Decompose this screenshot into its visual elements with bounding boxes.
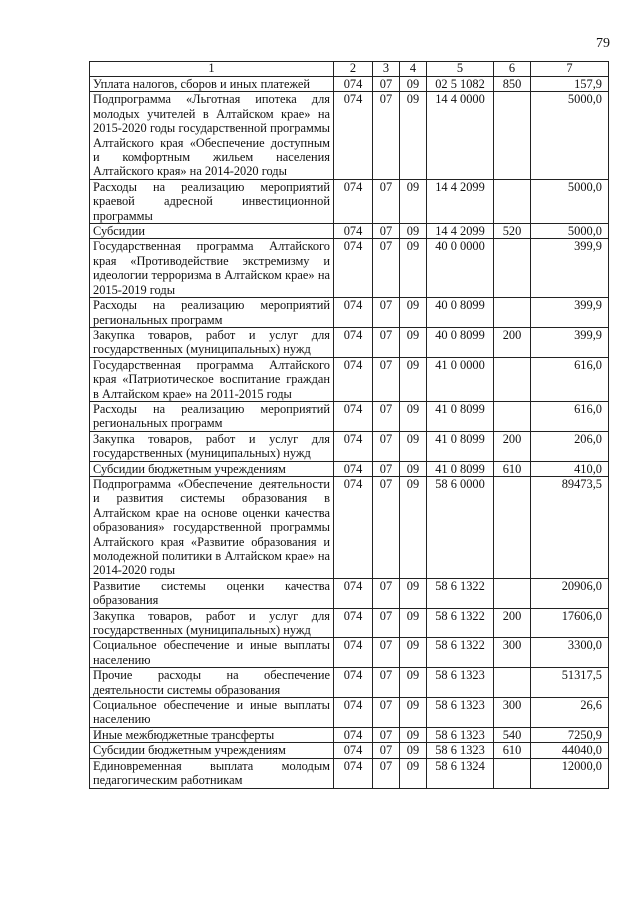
- amount-cell: 7250,9: [531, 727, 609, 742]
- ministry-code-cell: 074: [334, 743, 373, 758]
- amount-cell: 5000,0: [531, 179, 609, 223]
- expense-type-cell: [494, 298, 531, 328]
- section-code-cell: 07: [373, 298, 400, 328]
- ministry-code-cell: 074: [334, 239, 373, 298]
- subsection-code-cell: 09: [400, 298, 427, 328]
- ministry-code-cell: 074: [334, 357, 373, 401]
- amount-cell: 3300,0: [531, 638, 609, 668]
- table-row: [90, 298, 609, 328]
- target-article-cell: 40 0 0000: [427, 239, 494, 298]
- section-code-cell: 07: [373, 357, 400, 401]
- expense-type-cell: 300: [494, 638, 531, 668]
- column-header: 5: [427, 62, 494, 77]
- row-name-cell: Субсидии бюджетным учреждениям: [90, 743, 334, 758]
- expense-type-cell: [494, 239, 531, 298]
- amount-cell: 616,0: [531, 357, 609, 401]
- amount-cell: 616,0: [531, 401, 609, 431]
- expense-type-cell: [494, 179, 531, 223]
- section-code-cell: 07: [373, 578, 400, 608]
- expense-type-cell: [494, 476, 531, 578]
- row-name-cell: Социальное обеспечение и иные выплаты населению: [90, 638, 334, 668]
- table-row: [90, 743, 609, 758]
- expense-type-cell: 540: [494, 727, 531, 742]
- target-article-cell: 41 0 8099: [427, 461, 494, 476]
- amount-cell: 5000,0: [531, 92, 609, 179]
- target-article-cell: 58 6 1323: [427, 698, 494, 728]
- target-article-cell: 02 5 1082: [427, 77, 494, 92]
- amount-cell: 26,6: [531, 698, 609, 728]
- expense-type-cell: [494, 357, 531, 401]
- expense-type-cell: 200: [494, 608, 531, 638]
- ministry-code-cell: 074: [334, 608, 373, 638]
- ministry-code-cell: 074: [334, 179, 373, 223]
- subsection-code-cell: 09: [400, 179, 427, 223]
- table-row: [90, 578, 609, 608]
- ministry-code-cell: 074: [334, 476, 373, 578]
- amount-cell: 399,9: [531, 327, 609, 357]
- column-header: 6: [494, 62, 531, 77]
- ministry-code-cell: 074: [334, 298, 373, 328]
- table-body: [90, 77, 609, 789]
- table-row: [90, 668, 609, 698]
- target-article-cell: 58 6 1322: [427, 578, 494, 608]
- column-header: 3: [373, 62, 400, 77]
- section-code-cell: 07: [373, 239, 400, 298]
- subsection-code-cell: 09: [400, 357, 427, 401]
- table-row: [90, 77, 609, 92]
- subsection-code-cell: 09: [400, 668, 427, 698]
- amount-cell: 12000,0: [531, 758, 609, 788]
- subsection-code-cell: 09: [400, 327, 427, 357]
- expense-type-cell: 300: [494, 698, 531, 728]
- subsection-code-cell: 09: [400, 461, 427, 476]
- section-code-cell: 07: [373, 92, 400, 179]
- target-article-cell: 41 0 8099: [427, 401, 494, 431]
- row-name-cell: Прочие расходы на обеспечение деятельности системы образования: [90, 668, 334, 698]
- table-row: [90, 179, 609, 223]
- target-article-cell: 58 6 1322: [427, 638, 494, 668]
- table-row: [90, 431, 609, 461]
- section-code-cell: 07: [373, 461, 400, 476]
- table-row: [90, 461, 609, 476]
- section-code-cell: 07: [373, 401, 400, 431]
- ministry-code-cell: 074: [334, 92, 373, 179]
- table-row: [90, 401, 609, 431]
- subsection-code-cell: 09: [400, 743, 427, 758]
- table-row: [90, 224, 609, 239]
- section-code-cell: 07: [373, 608, 400, 638]
- ministry-code-cell: 074: [334, 727, 373, 742]
- target-article-cell: 41 0 0000: [427, 357, 494, 401]
- section-code-cell: 07: [373, 179, 400, 223]
- ministry-code-cell: 074: [334, 431, 373, 461]
- table-row: [90, 327, 609, 357]
- row-name-cell: Уплата налогов, сборов и иных платежей: [90, 77, 334, 92]
- ministry-code-cell: 074: [334, 698, 373, 728]
- target-article-cell: 58 6 1322: [427, 608, 494, 638]
- row-name-cell: Субсидии: [90, 224, 334, 239]
- table-row: [90, 698, 609, 728]
- row-name-cell: Подпрограмма «Льготная ипотека для молодых учителей в Алтайском крае» на 2015-2020 годы государственной программы Алтайского края «Обеспечение доступным и комфортным жильем населения Алтайского края» на 2014-2020 годы: [90, 92, 334, 179]
- table-row: [90, 638, 609, 668]
- expense-type-cell: 610: [494, 743, 531, 758]
- target-article-cell: 58 6 0000: [427, 476, 494, 578]
- amount-cell: 206,0: [531, 431, 609, 461]
- subsection-code-cell: 09: [400, 92, 427, 179]
- section-code-cell: 07: [373, 698, 400, 728]
- ministry-code-cell: 074: [334, 224, 373, 239]
- section-code-cell: 07: [373, 77, 400, 92]
- amount-cell: 51317,5: [531, 668, 609, 698]
- subsection-code-cell: 09: [400, 224, 427, 239]
- target-article-cell: 40 0 8099: [427, 298, 494, 328]
- ministry-code-cell: 074: [334, 327, 373, 357]
- table-header-row: [90, 62, 609, 77]
- table-row: [90, 476, 609, 578]
- section-code-cell: 07: [373, 758, 400, 788]
- row-name-cell: Подпрограмма «Обеспечение деятельности и развития системы образования в Алтайском крае на основе оценки качества образования» государственной программы Алтайского края «Развитие образования и молодежной политики в Алтайском крае» на 2014-2020 годы: [90, 476, 334, 578]
- ministry-code-cell: 074: [334, 401, 373, 431]
- section-code-cell: 07: [373, 638, 400, 668]
- section-code-cell: 07: [373, 327, 400, 357]
- expense-type-cell: 610: [494, 461, 531, 476]
- subsection-code-cell: 09: [400, 401, 427, 431]
- expense-type-cell: 200: [494, 327, 531, 357]
- row-name-cell: Закупка товаров, работ и услуг для государственных (муниципальных) нужд: [90, 327, 334, 357]
- table-row: [90, 357, 609, 401]
- amount-cell: 5000,0: [531, 224, 609, 239]
- ministry-code-cell: 074: [334, 668, 373, 698]
- subsection-code-cell: 09: [400, 578, 427, 608]
- expense-type-cell: 520: [494, 224, 531, 239]
- subsection-code-cell: 09: [400, 727, 427, 742]
- column-header: 1: [90, 62, 334, 77]
- column-header: 7: [531, 62, 609, 77]
- amount-cell: 44040,0: [531, 743, 609, 758]
- row-name-cell: Государственная программа Алтайского края «Противодействие экстремизму и идеологии терроризма в Алтайском крае» на 2015-2019 годы: [90, 239, 334, 298]
- table-row: [90, 727, 609, 742]
- subsection-code-cell: 09: [400, 638, 427, 668]
- amount-cell: 410,0: [531, 461, 609, 476]
- target-article-cell: 14 4 2099: [427, 179, 494, 223]
- subsection-code-cell: 09: [400, 476, 427, 578]
- expense-type-cell: 200: [494, 431, 531, 461]
- expense-type-cell: [494, 758, 531, 788]
- table-row: [90, 608, 609, 638]
- ministry-code-cell: 074: [334, 578, 373, 608]
- amount-cell: 20906,0: [531, 578, 609, 608]
- target-article-cell: 14 4 0000: [427, 92, 494, 179]
- row-name-cell: Субсидии бюджетным учреждениям: [90, 461, 334, 476]
- row-name-cell: Социальное обеспечение и иные выплаты населению: [90, 698, 334, 728]
- column-header: 2: [334, 62, 373, 77]
- row-name-cell: Развитие системы оценки качества образования: [90, 578, 334, 608]
- table-row: [90, 758, 609, 788]
- section-code-cell: 07: [373, 224, 400, 239]
- section-code-cell: 07: [373, 476, 400, 578]
- section-code-cell: 07: [373, 668, 400, 698]
- expense-type-cell: [494, 668, 531, 698]
- row-name-cell: Расходы на реализацию мероприятий краевой адресной инвестиционной программы: [90, 179, 334, 223]
- amount-cell: 17606,0: [531, 608, 609, 638]
- amount-cell: 157,9: [531, 77, 609, 92]
- amount-cell: 399,9: [531, 298, 609, 328]
- table-row: [90, 239, 609, 298]
- row-name-cell: Закупка товаров, работ и услуг для государственных (муниципальных) нужд: [90, 608, 334, 638]
- amount-cell: 89473,5: [531, 476, 609, 578]
- subsection-code-cell: 09: [400, 758, 427, 788]
- subsection-code-cell: 09: [400, 77, 427, 92]
- expense-type-cell: [494, 578, 531, 608]
- target-article-cell: 58 6 1323: [427, 668, 494, 698]
- subsection-code-cell: 09: [400, 608, 427, 638]
- expense-type-cell: [494, 401, 531, 431]
- expense-type-cell: 850: [494, 77, 531, 92]
- target-article-cell: 58 6 1324: [427, 758, 494, 788]
- target-article-cell: 58 6 1323: [427, 743, 494, 758]
- target-article-cell: 58 6 1323: [427, 727, 494, 742]
- target-article-cell: 40 0 8099: [427, 327, 494, 357]
- section-code-cell: 07: [373, 727, 400, 742]
- row-name-cell: Расходы на реализацию мероприятий региональных программ: [90, 298, 334, 328]
- subsection-code-cell: 09: [400, 698, 427, 728]
- ministry-code-cell: 074: [334, 638, 373, 668]
- budget-table: [89, 61, 609, 789]
- row-name-cell: Государственная программа Алтайского края «Патриотическое воспитание граждан в Алтайском крае» на 2011-2015 годы: [90, 357, 334, 401]
- table-row: [90, 92, 609, 179]
- page-number: 79: [596, 36, 610, 51]
- subsection-code-cell: 09: [400, 431, 427, 461]
- row-name-cell: Закупка товаров, работ и услуг для государственных (муниципальных) нужд: [90, 431, 334, 461]
- subsection-code-cell: 09: [400, 239, 427, 298]
- target-article-cell: 41 0 8099: [427, 431, 494, 461]
- amount-cell: 399,9: [531, 239, 609, 298]
- section-code-cell: 07: [373, 431, 400, 461]
- row-name-cell: Расходы на реализацию мероприятий региональных программ: [90, 401, 334, 431]
- column-header: 4: [400, 62, 427, 77]
- ministry-code-cell: 074: [334, 758, 373, 788]
- ministry-code-cell: 074: [334, 461, 373, 476]
- row-name-cell: Единовременная выплата молодым педагогическим работникам: [90, 758, 334, 788]
- section-code-cell: 07: [373, 743, 400, 758]
- ministry-code-cell: 074: [334, 77, 373, 92]
- row-name-cell: Иные межбюджетные трансферты: [90, 727, 334, 742]
- target-article-cell: 14 4 2099: [427, 224, 494, 239]
- expense-type-cell: [494, 92, 531, 179]
